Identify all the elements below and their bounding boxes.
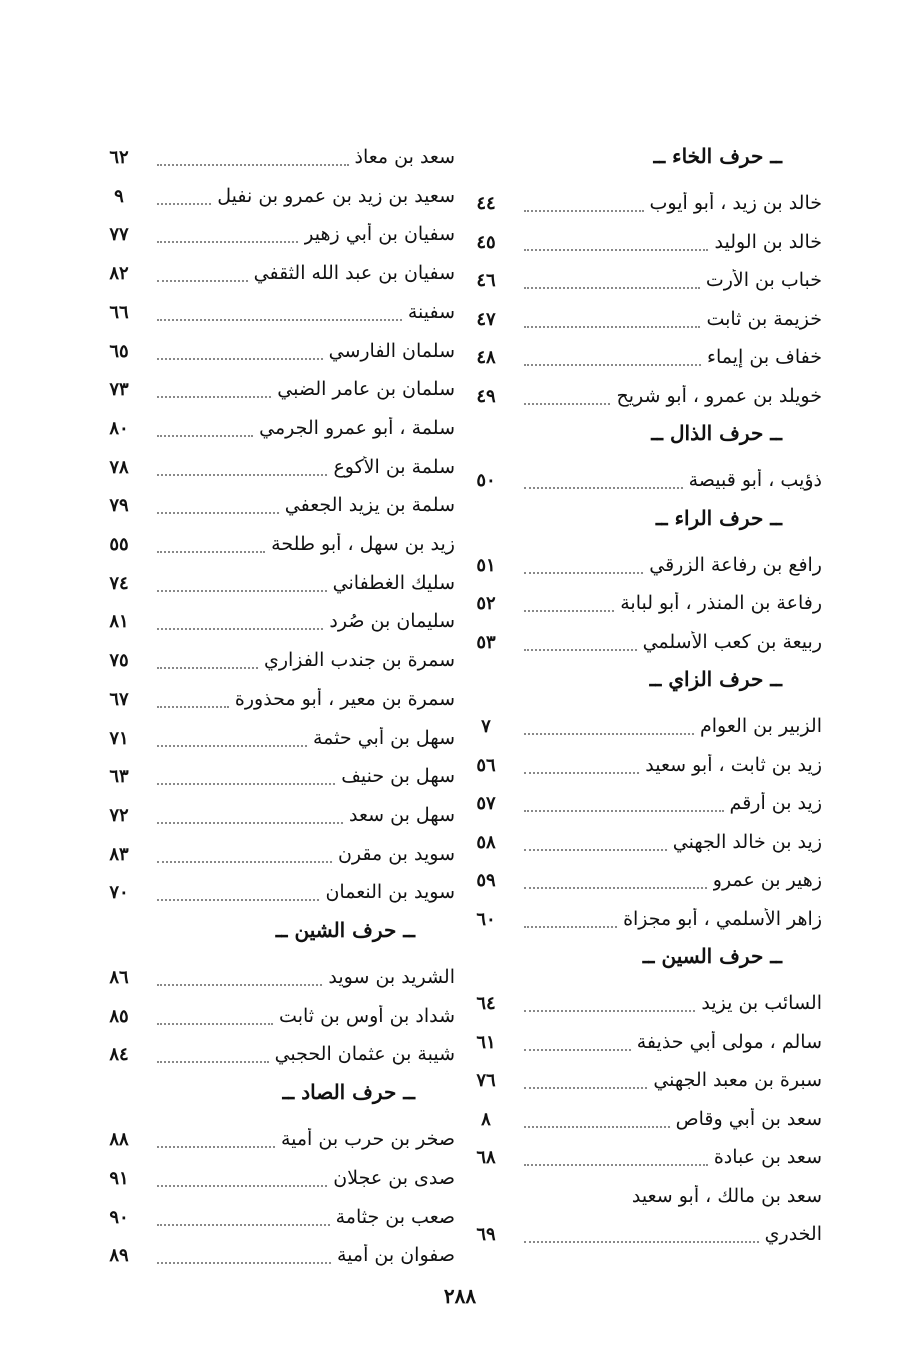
leader-dots [157,164,349,166]
left-column [95,0,455,1358]
entry-number: ٤٩ [476,385,496,407]
leader-dots [524,1164,708,1166]
entry-name: سعد بن مالك ، أبو سعيد [631,1184,822,1207]
section-heading: ــ حرف السين ــ [642,944,782,968]
entry-number: ٧٨ [109,456,129,478]
section-heading: ــ حرف الشين ــ [275,918,415,942]
entry-name: زاهر الأسلمي ، أبو مجزاة [623,907,822,930]
index-entry [95,1238,455,1270]
leader-dots [157,667,258,669]
index-entry [95,334,455,366]
leader-dots [157,551,265,553]
index-entry [462,786,822,818]
section-heading: ــ حرف الخاء ــ [653,144,782,168]
entry-number: ٩١ [109,1167,129,1189]
entry-number: ٩٠ [109,1206,129,1228]
entry-number: ٥٨ [476,831,496,853]
leader-dots [157,984,322,986]
entry-number: ٧٥ [109,650,129,672]
index-entry [95,875,455,907]
entry-number: ٥٦ [476,754,496,776]
leader-dots [524,287,700,289]
index-entry [95,960,455,992]
leader-dots [157,745,307,747]
entry-name: سفيان بن عبد الله الثقفي [253,262,455,285]
entry-number: ٦٤ [476,993,496,1014]
entry-name: ذؤيب ، أبو قبيصة [688,469,822,491]
entry-name: خويلد بن عمرو ، أبو شريح [616,384,822,407]
entry-number: ٤٥ [476,231,496,253]
leader-dots [157,628,323,630]
leader-dots [524,1049,631,1051]
leader-dots [524,772,639,774]
entry-number: ٤٤ [476,193,496,214]
leader-dots [524,487,683,489]
leader-dots [157,512,279,514]
entry-name: خالد بن الوليد [714,230,822,253]
entry-name: سليك الغطفاني [332,571,455,594]
entry-name: زيد بن سهل ، أبو طلحة [271,533,455,555]
leader-dots [157,396,271,398]
index-entry [95,837,455,869]
entry-name: سالم ، مولى أبي حذيفة [636,1030,822,1053]
index-entry [462,379,822,411]
entry-name: سويد بن النعمان [325,881,455,904]
index-entry [462,625,822,657]
entry-number: ٧٢ [109,804,129,826]
entry-name: سفينة [407,300,455,323]
entry-number: ٦٨ [476,1147,496,1168]
entry-number: ٧٠ [109,882,129,904]
entry-name: شداد بن أوس بن ثابت [279,1004,455,1027]
index-entry [95,759,455,791]
entry-number: ٥٩ [476,870,496,891]
entry-number: ٨٩ [109,1245,129,1267]
entry-number: ٥٢ [476,593,496,614]
index-entry [95,999,455,1031]
entry-number: ٤٦ [476,270,496,291]
index-entry [95,372,455,404]
index-entry [462,302,822,334]
entry-name: سعيد بن زيد بن عمرو بن نفيل [217,184,455,207]
entry-number: ٨٤ [109,1044,129,1066]
leader-dots [157,358,323,360]
entry-name: سلمان الفارسي [328,339,455,362]
entry-number: ٦٢ [109,147,129,168]
index-entry [462,748,822,780]
index-entry [95,643,455,675]
entry-number: ٧٩ [109,495,129,517]
leader-dots [157,899,319,901]
entry-number: ٧٣ [109,379,129,401]
leader-dots [524,733,694,735]
index-entry [95,527,455,559]
index-entry [462,1102,822,1134]
index-entry [462,586,822,618]
index-entry [462,1217,822,1249]
index-entry [95,721,455,753]
entry-name: سلمان بن عامر الضبي [277,378,455,401]
leader-dots [524,403,610,405]
index-entry [95,179,455,211]
entry-name: خزيمة بن ثابت [706,307,822,330]
entry-name: سفيان بن أبي زهير [304,223,455,246]
entry-name: سلمة ، أبو عمرو الجرمي [259,416,455,439]
leader-dots [157,474,327,476]
section-heading: ــ حرف الزاي ــ [649,667,782,691]
entry-number: ٥٣ [476,631,496,653]
entry-name: صعب بن جثامة [335,1205,455,1228]
leader-dots [524,364,701,366]
index-entry [462,186,822,218]
entry-number: ٥٠ [476,470,496,491]
entry-number: ٧١ [109,727,129,749]
entry-name: الزبير بن العوام [700,715,822,737]
entry-name: خفاف بن إيماء [707,346,822,368]
entry-number: ٨٢ [109,263,129,285]
entry-name: الخدري [764,1223,822,1245]
index-entry [95,1037,455,1069]
index-entry [95,1200,455,1232]
entry-number: ٨١ [109,611,129,633]
index-entry [95,488,455,520]
entry-name: خالد بن زيد ، أبو أيوب [649,192,822,214]
entry-name: خباب بن الأرت [705,269,822,291]
entry-name: زيد بن ثابت ، أبو سعيد [645,753,822,776]
entry-name: سعد بن معاذ [354,146,455,168]
section-heading: ــ حرف الذال ــ [651,421,782,445]
index-entry [462,340,822,372]
leader-dots [524,572,643,574]
entry-name: رفاعة بن المنذر ، أبو لبابة [620,592,822,614]
entry-number: ٦٠ [476,908,496,930]
leader-dots [157,319,402,321]
entry-number: ٩ [114,185,124,207]
leader-dots [157,861,332,863]
index-entry [462,1140,822,1172]
index-entry [95,140,455,172]
entry-number: ٨٠ [109,417,129,439]
index-entry [95,682,455,714]
leader-dots [524,1087,647,1089]
index-entry [462,225,822,257]
entry-number: ٨٣ [109,843,129,865]
leader-dots [157,1146,275,1148]
leader-dots [157,203,211,205]
entry-name: صفوان بن أمية [337,1244,455,1267]
leader-dots [157,280,248,282]
index-entry [95,604,455,636]
index-entry [95,256,455,288]
entry-name: سهل بن أبي حثمة [313,726,455,749]
entry-name: زيد بن أرقم [729,792,822,814]
entry-name: صدى بن عجلان [333,1166,455,1189]
entry-number: ٨٦ [109,967,129,988]
entry-name: السائب بن يزيد [701,992,822,1014]
right-column [462,0,822,1358]
entry-name: سبرة بن معبد الجهني [653,1069,822,1091]
leader-dots [157,1224,330,1226]
entry-number: ٦١ [476,1031,496,1053]
leader-dots [524,210,644,212]
index-entry [462,1025,822,1057]
index-entry [462,548,822,580]
index-entry [462,709,822,741]
entry-number: ٥٥ [109,534,129,555]
index-entry [462,986,822,1018]
entry-number: ٦٩ [476,1224,496,1245]
index-entry [462,1063,822,1095]
entry-name: زهير بن عمرو [712,869,822,891]
section-heading: ــ حرف الصاد ــ [282,1080,415,1105]
index-entry [462,825,822,857]
entry-name: شيبة بن عثمان الحجبي [274,1043,455,1066]
leader-dots [157,241,298,243]
entry-name: سلمة بن الأكوع [333,455,455,478]
leader-dots [157,706,229,708]
leader-dots [157,822,343,824]
entry-number: ٨ [481,1108,491,1130]
entry-name: الشريد بن سويد [328,966,455,988]
entry-number: ٦٣ [109,766,129,788]
leader-dots [524,1241,759,1243]
entry-number: ٨٨ [109,1129,129,1151]
index-entry [95,411,455,443]
entry-number: ٦٦ [109,301,129,323]
entry-number: ٥١ [476,554,496,576]
leader-dots [524,610,614,612]
entry-number: ٦٥ [109,340,129,362]
index-entry [462,863,822,895]
entry-name: سهل بن حنيف [341,765,455,788]
entry-name: ربيعة بن كعب الأسلمي [642,630,822,653]
entry-number: ٤٨ [476,347,496,368]
index-entry [95,217,455,249]
leader-dots [157,590,327,592]
entry-name: سليمان بن صُرد [329,610,455,633]
index-entry [95,450,455,482]
index-entry [95,1161,455,1193]
index-entry [95,798,455,830]
leader-dots [524,849,667,851]
entry-number: ٤٧ [476,308,496,330]
entry-name: سعد بن عبادة [713,1146,822,1168]
leader-dots [157,1061,269,1063]
entry-name: زيد بن خالد الجهني [672,830,822,853]
entry-number: ٧٤ [109,572,129,594]
entry-name: سويد بن مقرن [337,842,455,865]
index-entry [462,1179,822,1211]
index-entry [95,1122,455,1154]
leader-dots [157,1023,273,1025]
entry-number: ٦٧ [109,688,129,710]
leader-dots [524,926,617,928]
entry-name: سهل بن سعد [349,803,455,826]
leader-dots [524,249,708,251]
leader-dots [524,326,700,328]
index-entry [95,295,455,327]
entry-number: ٧٧ [109,224,129,246]
entry-name: سمرة بن جندب الفزاري [263,649,455,672]
leader-dots [157,435,253,437]
entry-number: ٧٦ [476,1070,496,1091]
leader-dots [524,1126,670,1128]
entry-name: سمرة بن معير ، أبو محذورة [234,687,455,710]
leader-dots [157,783,335,785]
leader-dots [157,1185,327,1187]
page-number: ٢٨٨ [443,1284,477,1308]
leader-dots [524,649,637,651]
entry-number: ٧ [481,716,491,737]
section-heading: ــ حرف الراء ــ [655,505,782,530]
index-entry [95,566,455,598]
entry-number: ٨٥ [109,1005,129,1027]
index-entry [462,902,822,934]
leader-dots [524,1010,695,1012]
index-entry [462,463,822,495]
entry-name: سعد بن أبي وقاص [675,1107,822,1130]
entry-number: ٥٧ [476,793,496,814]
leader-dots [157,1262,331,1264]
entry-name: سلمة بن يزيد الجعفي [284,494,455,517]
entry-name: رافع بن رفاعة الزرقي [649,553,822,576]
leader-dots [524,887,707,889]
entry-name: صخر بن حرب بن أمية [280,1128,455,1151]
index-entry [462,263,822,295]
leader-dots [524,810,724,812]
